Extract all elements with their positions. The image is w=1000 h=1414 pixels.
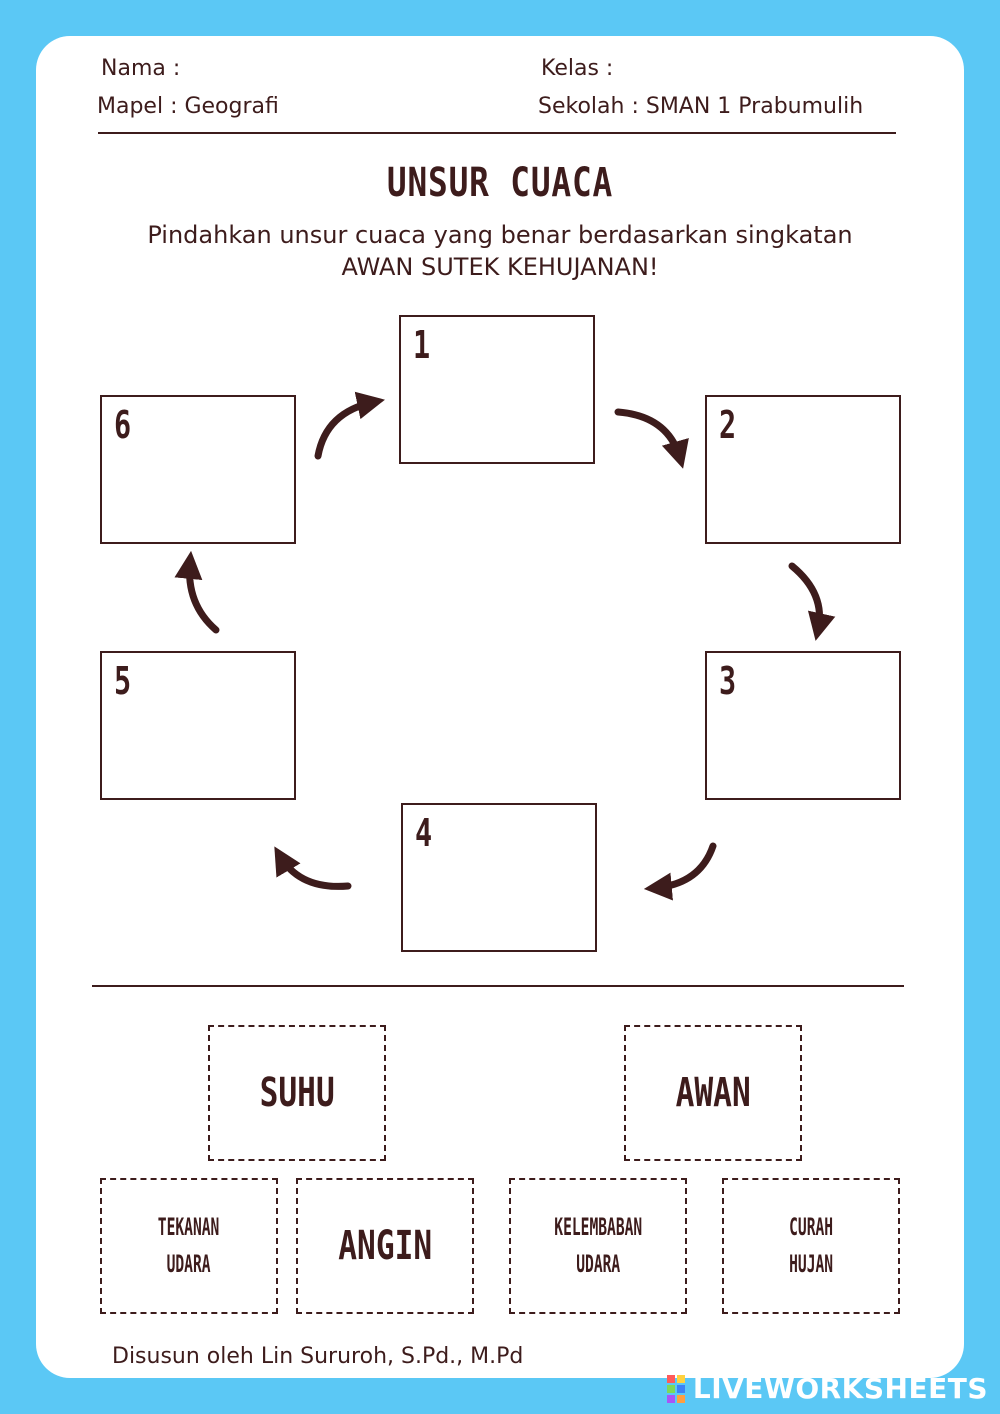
slot-number: 1 — [413, 323, 431, 367]
arrow-6-to-1-icon — [318, 402, 374, 456]
instruction-line-2: AWAN SUTEK KEHUJANAN! — [341, 253, 659, 281]
card-angin[interactable] — [296, 1178, 474, 1314]
liveworksheets-logo — [667, 1372, 988, 1405]
arrow-2-to-3-icon — [792, 566, 820, 630]
card-label-line-2: UDARA — [576, 1250, 620, 1278]
card-label: SUHU — [259, 1070, 335, 1116]
card-tekanan-udara[interactable] — [100, 1178, 278, 1314]
section-divider — [92, 985, 904, 987]
arrow-4-to-5-icon — [280, 856, 348, 886]
card-label — [542, 1209, 655, 1283]
worksheet-title: UNSUR CUACA — [386, 160, 614, 206]
arrow-5-to-6-icon — [190, 562, 216, 630]
card-label: AWAN — [675, 1070, 751, 1116]
slot-number: 5 — [114, 659, 132, 703]
card-label-line-1: TEKANAN — [158, 1212, 220, 1241]
liveworksheets-logo-icon — [667, 1375, 689, 1403]
brand-text: LIVEWORKSHEETS — [692, 1372, 988, 1405]
card-label — [150, 1209, 229, 1283]
author-credit: Disusun oleh Lin Sururoh, S.Pd., M.Pd — [112, 1344, 524, 1369]
card-label — [783, 1209, 839, 1283]
sekolah-label: Sekolah : SMAN 1 Prabumulih — [538, 94, 864, 119]
kelas-label: Kelas : — [541, 56, 614, 81]
instruction-line-1: Pindahkan unsur cuaca yang benar berdasarkan singkatan — [147, 221, 853, 249]
card-label-line-1: KELEMBABAN — [554, 1212, 642, 1241]
card-awan[interactable] — [624, 1025, 802, 1161]
slot-number: 4 — [415, 811, 433, 855]
card-kelembaban-udara[interactable] — [509, 1178, 687, 1314]
slot-number: 6 — [114, 403, 132, 447]
slot-number: 2 — [719, 403, 737, 447]
card-label-line-1: CURAH — [789, 1212, 833, 1241]
card-curah-hujan[interactable] — [722, 1178, 900, 1314]
arrow-1-to-2-icon — [618, 412, 680, 458]
nama-label: Nama : — [101, 56, 181, 81]
card-label-line-2: HUJAN — [789, 1250, 833, 1278]
card-label: ANGIN — [338, 1223, 432, 1269]
mapel-label: Mapel : Geografi — [97, 94, 279, 119]
card-suhu[interactable] — [208, 1025, 386, 1161]
arrow-3-to-4-icon — [655, 846, 713, 888]
card-label-line-2: UDARA — [167, 1250, 211, 1278]
slot-number: 3 — [719, 659, 737, 703]
